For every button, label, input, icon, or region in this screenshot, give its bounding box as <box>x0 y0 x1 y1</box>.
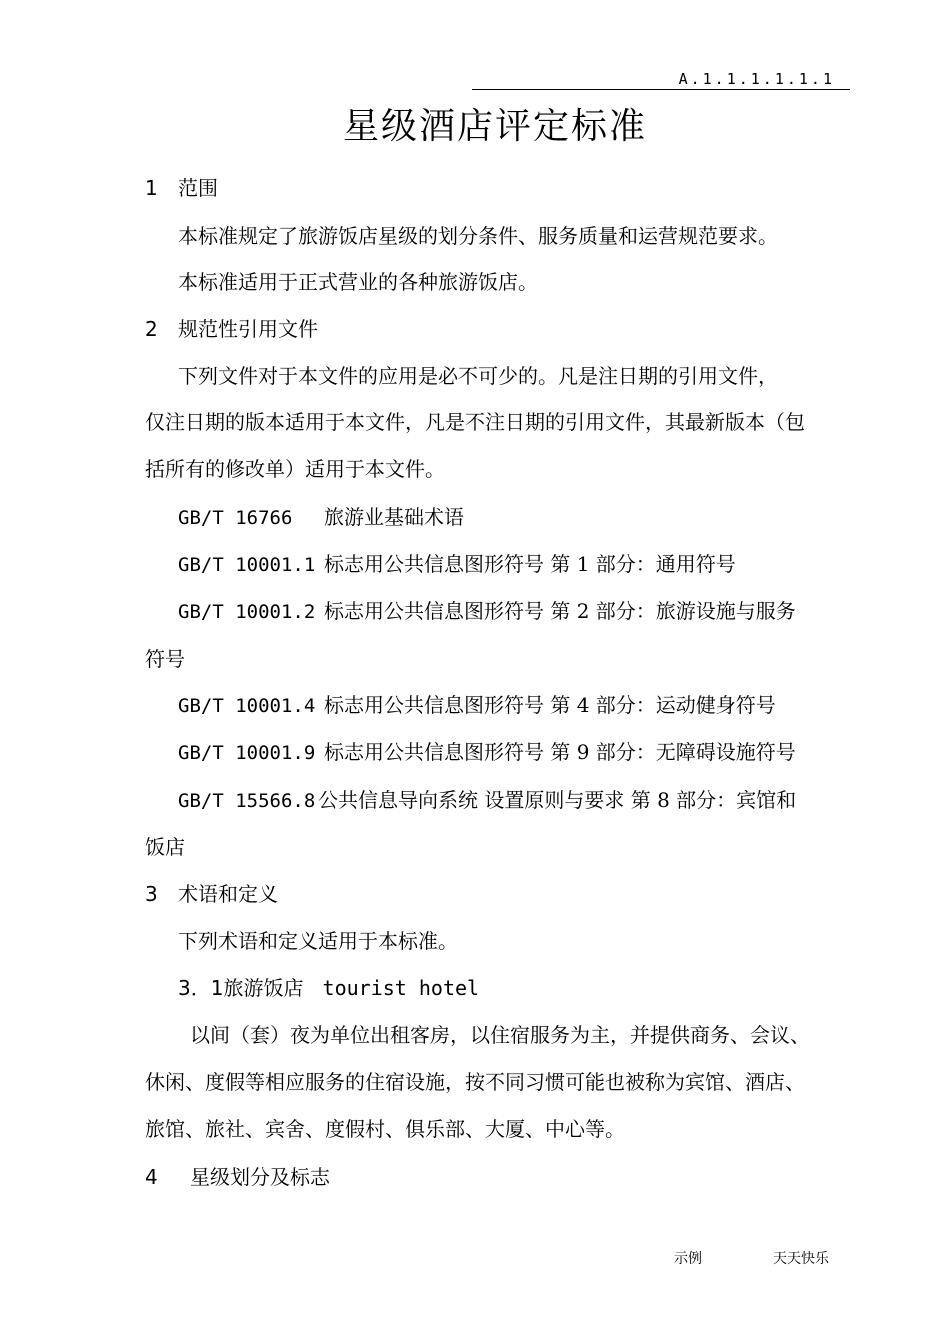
section-4-heading <box>145 1163 330 1191</box>
paragraph-line: 以间（套）夜为单位出租客房，以住宿服务为主，并提供商务、会议、 <box>190 1023 810 1047</box>
paragraph-line: 旅馆、旅社、宾舍、度假村、俱乐部、大厦、中心等。 <box>145 1117 625 1141</box>
section-number: 2 <box>145 317 158 341</box>
section-title: 术语和定义 <box>178 882 278 906</box>
page-title: 星级酒店评定标准 <box>342 106 647 147</box>
reference-item <box>178 597 796 626</box>
reference-continuation: 饭店 <box>145 835 185 859</box>
reference-item <box>178 691 776 720</box>
reference-code: GB/T 10001.9 <box>178 742 316 764</box>
reference-item <box>178 503 464 532</box>
reference-title: 标志用公共信息图形符号 第 1 部分：通用符号 <box>324 552 736 576</box>
reference-item <box>178 786 796 815</box>
footer-right-text: 天天快乐 <box>773 1251 829 1267</box>
section-number: 3 <box>145 882 158 906</box>
reference-title: 公共信息导向系统 设置原则与要求 第 8 部分：宾馆和 <box>318 788 797 812</box>
paragraph: 本标准适用于正式营业的各种旅游饭店。 <box>178 270 538 294</box>
subsection-3-1-heading <box>178 974 479 1002</box>
subsection-number: 3．1 <box>178 976 224 1000</box>
reference-title: 旅游业基础术语 <box>324 505 464 529</box>
header-rule <box>472 89 850 90</box>
section-title: 规范性引用文件 <box>178 317 318 341</box>
paragraph-line: 括所有的修改单）适用于本文件。 <box>145 457 445 481</box>
paragraph: 本标准规定了旅游饭店星级的划分条件、服务质量和运营规范要求。 <box>178 224 778 248</box>
paragraph-line: 休闲、度假等相应服务的住宿设施，按不同习惯可能也被称为宾馆、酒店、 <box>145 1070 805 1094</box>
paragraph: 下列术语和定义适用于本标准。 <box>178 929 458 953</box>
paragraph-line: 仅注日期的版本适用于本文件，凡是不注日期的引用文件，其最新版本（包 <box>145 410 805 434</box>
reference-continuation: 符号 <box>145 647 185 671</box>
section-1-heading <box>145 174 218 202</box>
paragraph-line: 下列文件对于本文件的应用是必不可少的。凡是注日期的引用文件， <box>178 364 778 388</box>
reference-code: GB/T 10001.1 <box>178 554 316 576</box>
reference-code: GB/T 10001.2 <box>178 601 316 623</box>
reference-title: 标志用公共信息图形符号 第 4 部分：运动健身符号 <box>324 693 776 717</box>
section-number: 1 <box>145 176 158 200</box>
reference-item <box>178 738 796 767</box>
section-3-heading <box>145 880 278 908</box>
reference-title: 标志用公共信息图形符号 第 2 部分：旅游设施与服务 <box>324 599 796 623</box>
reference-code: GB/T 15566.8 <box>178 790 316 812</box>
subsection-title: 旅游饭店 <box>223 976 304 1000</box>
section-title: 范围 <box>178 176 218 200</box>
section-number: 4 <box>145 1165 158 1189</box>
reference-code: GB/T 10001.4 <box>178 695 316 717</box>
section-title: 星级划分及标志 <box>190 1165 330 1189</box>
reference-title: 标志用公共信息图形符号 第 9 部分：无障碍设施符号 <box>324 740 796 764</box>
footer-left-text: 示例 <box>674 1251 702 1267</box>
section-2-heading <box>145 315 318 343</box>
subsection-english-term: tourist hotel <box>322 976 480 1000</box>
reference-item <box>178 550 736 579</box>
document-code: A.1.1.1.1.1.1 <box>678 70 835 88</box>
reference-code: GB/T 16766 <box>178 507 293 529</box>
